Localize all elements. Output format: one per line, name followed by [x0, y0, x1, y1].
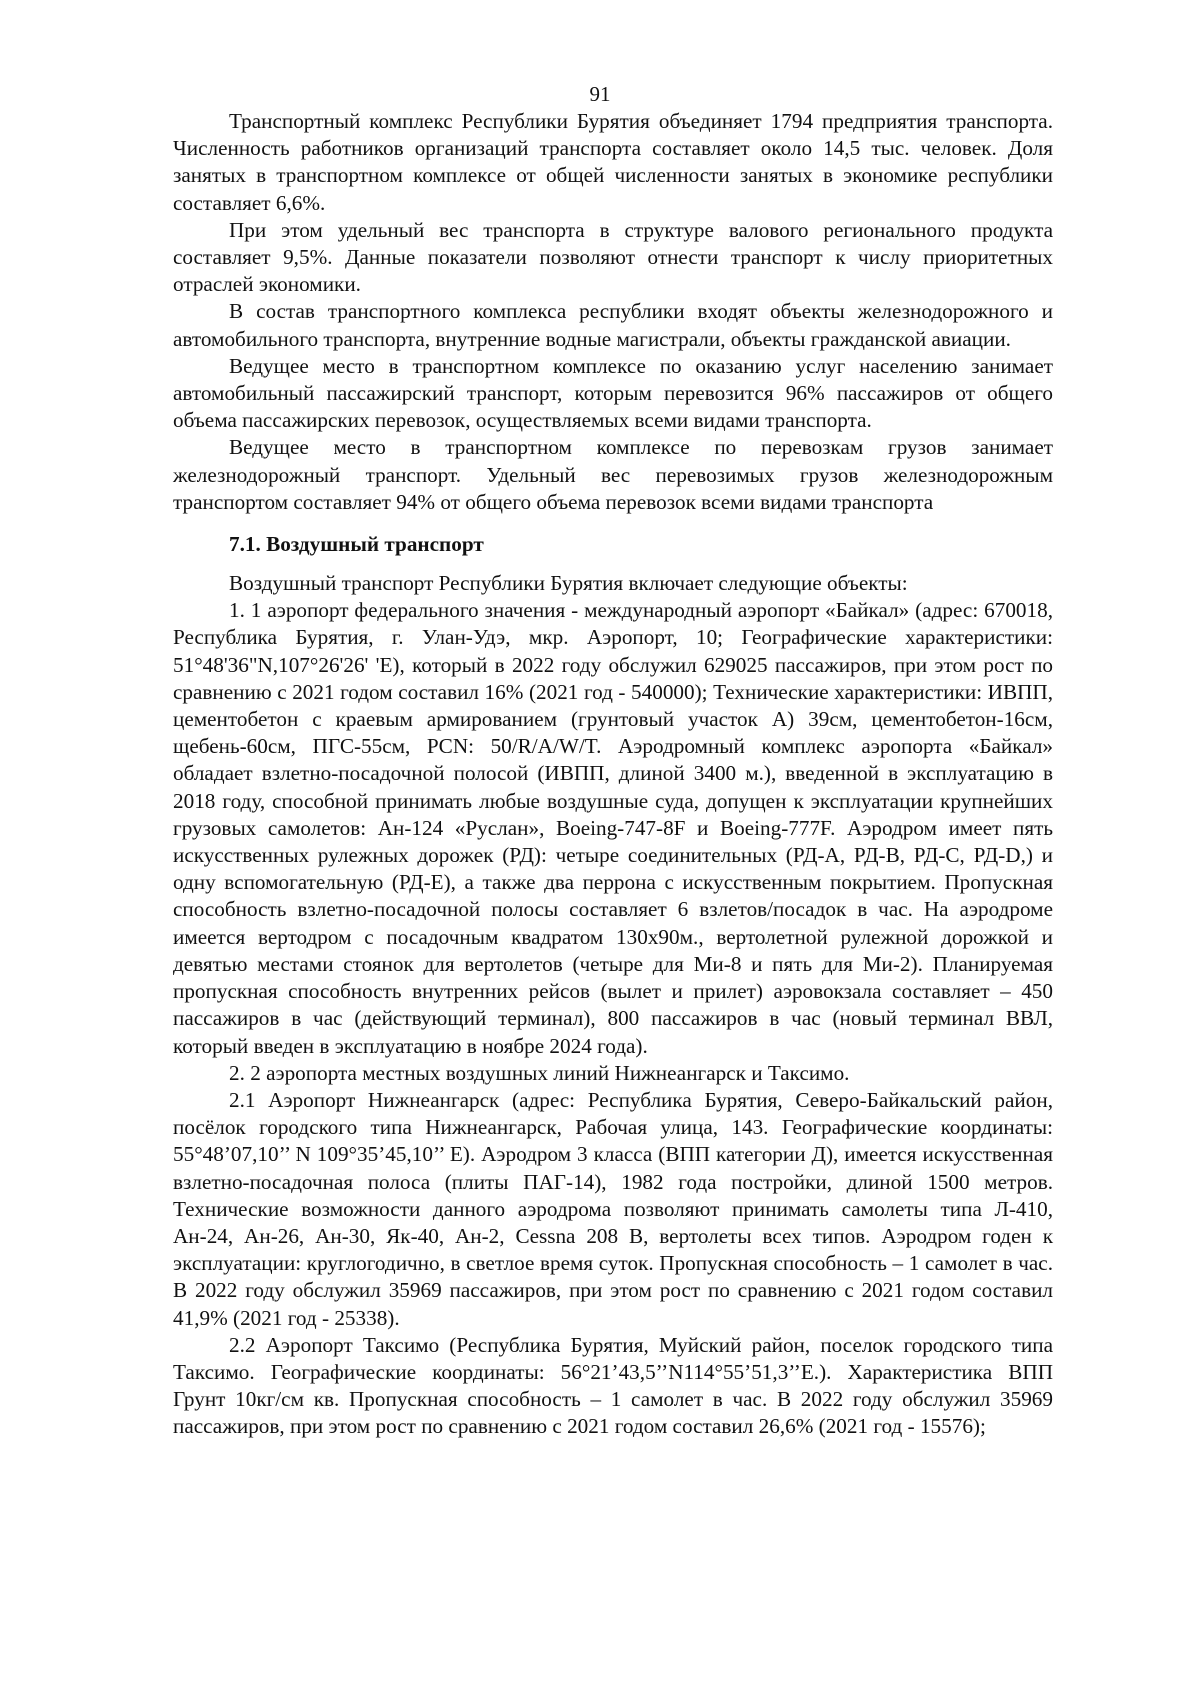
- page-number: 91: [589, 82, 611, 106]
- paragraph-taksimo-airport: 2.2 Аэропорт Таксимо (Республика Бурятия, Муйский район, поселок городского типа Таксимо. Географические координаты: 56°21’43,5’’N114°55’51,3’’E.). Характеристика ВПП Грунт 10кг/см кв. Пропускная способность – 1 самолет в час. В 2022 году обслужил 35969 пассажиров, при этом рост по сравнению с 2021 годом составил 26,6% (2021 год - 15576);: [173, 1332, 1053, 1439]
- paragraph-grp-share: При этом удельный вес транспорта в структуре валового регионального продукта составляет 9,5%. Данные показатели позволяют отнести транспорт к числу приоритетных отраслей экономики.: [173, 217, 1053, 297]
- section-heading-air-transport: 7.1. Воздушный транспорт: [229, 532, 484, 557]
- paragraph-baikal-airport: 1. 1 аэропорт федерального значения - международный аэропорт «Байкал» (адрес: 670018, Республика Бурятия, г. Улан-Удэ, мкр. Аэропорт, 10; Географические характеристики: 51°48'36"N,107°26'26' 'E), который в 2022 году обслужил 629025 пассажиров, при этом рост по сравнению с 2021 годом составил 16% (2021 год - 540000); Технические характеристики: ИВПП, цементобетон с краевым армированием (грунтовый участок А) 39см, цементобетон-16см, щебень-60см, ПГС-55см, PCN: 50/R/A/W/T. Аэродромный комплекс аэропорта «Байкал» обладает взлетно-посадочной полосой (ИВПП, длиной 3400 м.), введенной в эксплуатацию в 2018 году, способной принимать любые воздушные суда, допущен к эксплуатации крупнейших грузовых самолетов: Ан-124 «Руслан», Boeing-747-8F и Boeing-777F. Аэродром имеет пять искусственных рулежных дорожек (РД): четыре соединительных (РД-А, РД-В, РД-С, РД-D,) и одну вспомогательную (РД-Е), а также два перрона с искусственным покрытием. Пропускная способность взлетно-посадочной полосы составляет 6 взлетов/посадок в час. На аэродроме имеется вертодром с посадочным квадратом 130х90м., вертолетной рулежной дорожкой и девятью местами стоянок для вертолетов (четыре для Ми-8 и пять для Ми-2). Планируемая пропускная способность внутренних рейсов (вылет и прилет) аэровокзала составляет – 450 пассажиров в час (действующий терминал), 800 пассажиров в час (новый терминал ВВЛ, который введен в эксплуатацию в ноябре 2024 года).: [173, 598, 1053, 1058]
- paragraph-transport-complex: Транспортный комплекс Республики Бурятия объединяет 1794 предприятия транспорта. Численность работников организаций транспорта составляет около 14,5 тыс. человек. Доля занятых в транспортном комплексе от общей численности занятых в экономике республики составляет 6,6%.: [173, 109, 1053, 215]
- paragraph-local-airports: 2. 2 аэропорта местных воздушных линий Нижнеангарск и Таксимо.: [229, 1060, 850, 1085]
- document-body: [173, 108, 1053, 1441]
- paragraph-passenger-transport: Ведущее место в транспортном комплексе по оказанию услуг населению занимает автомобильный пассажирский транспорт, которым перевозится 96% пассажиров от общего объема пассажирских перевозок, осуществляемых всеми видами транспорта.: [173, 353, 1053, 433]
- paragraph-complex-composition: В состав транспортного комплекса республики входят объекты железнодорожного и автомобильного транспорта, внутренние водные магистрали, объекты гражданской авиации.: [173, 299, 1053, 351]
- paragraph-air-transport-intro: Воздушный транспорт Республики Бурятия включает следующие объекты:: [229, 571, 908, 596]
- paragraph-cargo-transport: Ведущее место в транспортном комплексе по перевозкам грузов занимает железнодорожный транспорт. Удельный вес перевозимых грузов железнодорожным транспортом составляет 94% от общего объема перевозок всеми видами транспорта: [173, 435, 1053, 514]
- paragraph-nizhneangarsk-airport: 2.1 Аэропорт Нижнеангарск (адрес: Республика Бурятия, Северо-Байкальский район, посёлок городского типа Нижнеангарск, Рабочая улица, 143. Географические координаты: 55°48’07,10’’ N 109°35’45,10’’ E). Аэродром 3 класса (ВПП категории Д), имеется искусственная взлетно-посадочная полоса (плиты ПАГ-14), 1982 года постройки, длиной 1500 метров. Технические возможности данного аэродрома позволяют принимать самолеты типа Л-410, Ан-24, Ан-26, Ан-30, Як-40, Ан-2, Cessna 208 B, вертолеты всех типов. Аэродром годен к эксплуатации: круглогодично, в светлое время суток. Пропускная способность – 1 самолет в час. В 2022 году обслужил 35969 пассажиров, при этом рост по сравнению с 2021 годом составил 41,9% (2021 год - 25338).: [173, 1087, 1053, 1330]
